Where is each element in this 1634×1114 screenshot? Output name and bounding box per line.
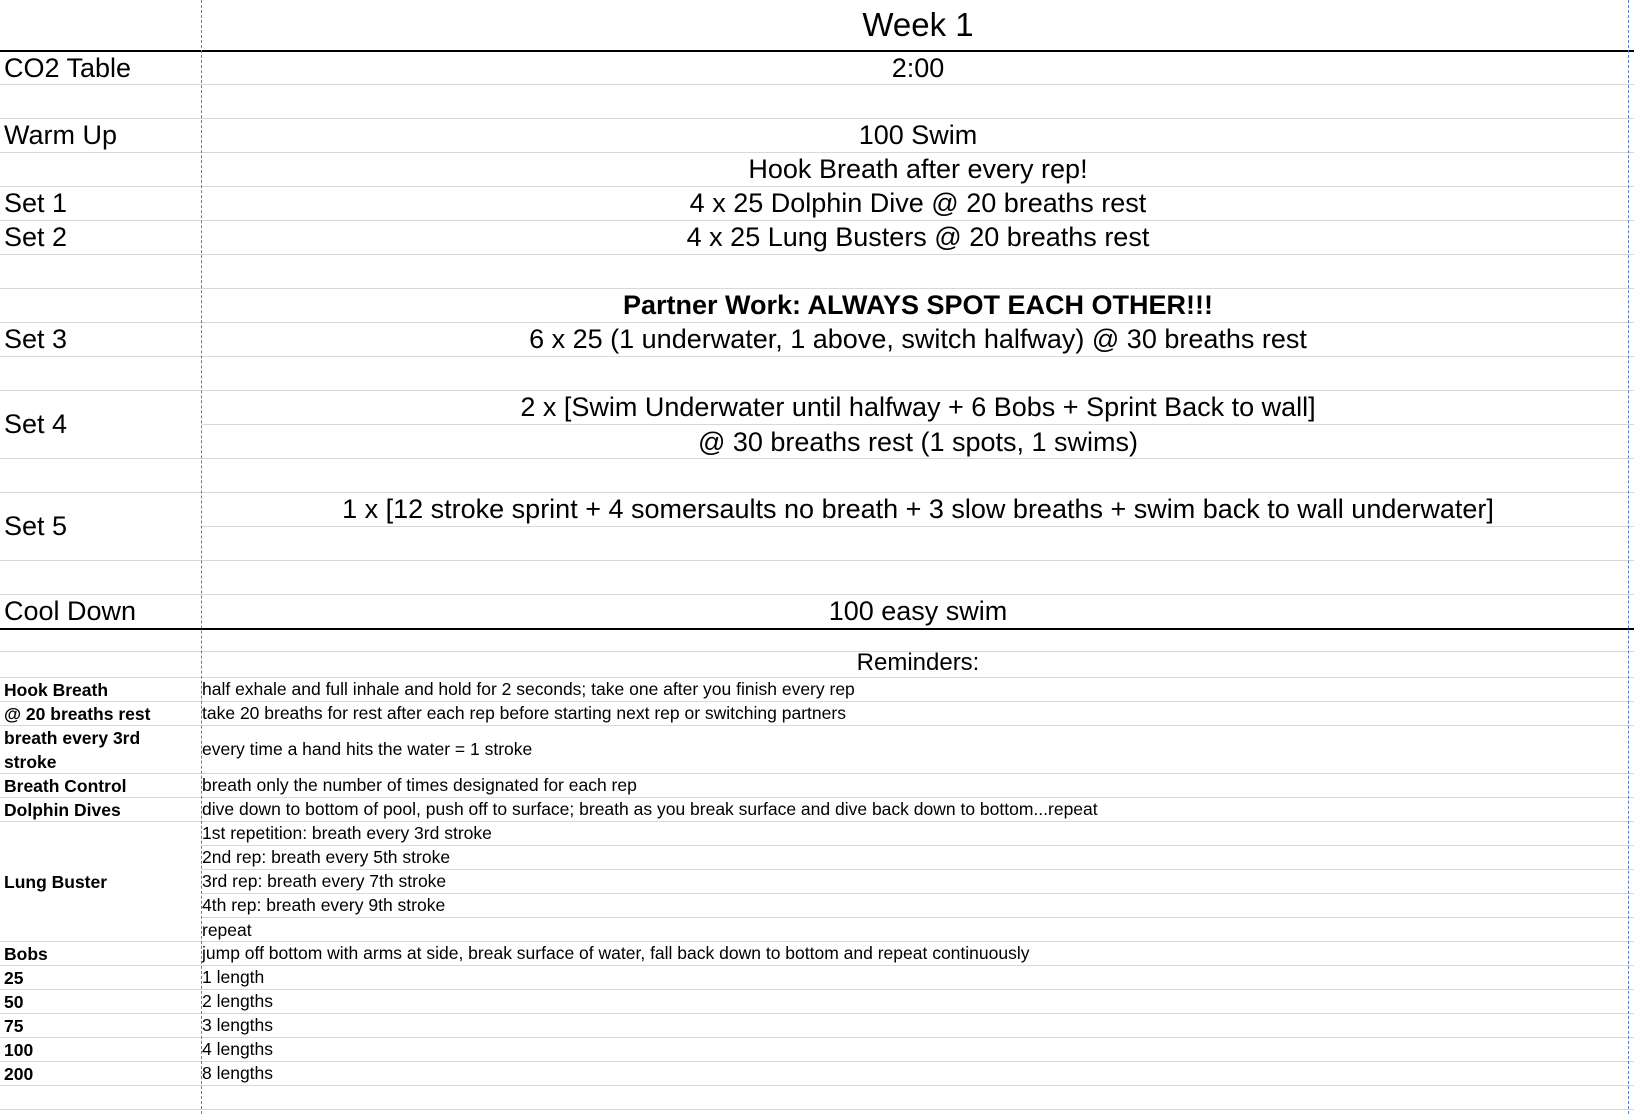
reminder-row [0, 990, 1634, 1014]
reminder-term: breath every 3rd stroke [4, 727, 141, 772]
lung-buster-line: 2nd rep: breath every 5th stroke [202, 846, 1634, 870]
value-cool-down: 100 easy swim [828, 596, 1008, 626]
value-co2-table: 2:00 [891, 52, 945, 83]
reminder-term: Hook Breath [4, 679, 109, 700]
reminder-term: @ 20 breaths rest [4, 703, 151, 724]
empty-row [0, 357, 1634, 391]
empty-row [0, 1086, 1634, 1110]
lung-buster-line: repeat [202, 919, 252, 940]
reminders-heading-row [0, 652, 1634, 678]
label-co2-table: CO2 Table [4, 52, 132, 83]
value-set-3: 6 x 25 (1 underwater, 1 above, switch halfway) @ 30 breaths rest [529, 324, 1307, 354]
reminders-heading: Reminders: [856, 652, 980, 676]
reminder-definition: half exhale and full inhale and hold for 2 seconds; take one after you finish every rep [202, 679, 855, 699]
row-set-1 [0, 187, 1634, 221]
reminder-row [0, 702, 1634, 726]
value-set-4-line-1: 2 x [Swim Underwater until halfway + 6 Bobs + Sprint Back to wall] [202, 391, 1634, 425]
title-row [0, 0, 1634, 52]
reminder-definition: jump off bottom with arms at side, break surface of water, fall back down to bottom and repeat continuously [202, 943, 1030, 963]
reminder-term: Dolphin Dives [4, 799, 121, 820]
reminder-definition: 3 lengths [202, 1015, 274, 1035]
label-set-1: Set 1 [4, 188, 68, 218]
page-title: Week 1 [862, 6, 974, 43]
value-set-5: 1 x [12 stroke sprint + 4 somersaults no breath + 3 slow breaths + swim back to wall underwater] [202, 493, 1634, 527]
row-hook-note [0, 153, 1634, 187]
value-set-1: 4 x 25 Dolphin Dive @ 20 breaths rest [689, 188, 1147, 218]
empty-row [0, 561, 1634, 595]
label-cool-down: Cool Down [4, 596, 137, 626]
row-set-5 [0, 493, 1634, 561]
hook-breath-note: Hook Breath after every rep! [748, 154, 1088, 184]
empty-row [0, 255, 1634, 289]
label-set-4: Set 4 [4, 409, 68, 439]
reminder-row [0, 966, 1634, 990]
reminder-term: Bobs [4, 943, 48, 964]
reminder-row [0, 1062, 1634, 1086]
reminder-term: 200 [4, 1063, 34, 1084]
reminder-term: Breath Control [4, 775, 127, 796]
row-co2-table [0, 52, 1634, 85]
row-set-2 [0, 221, 1634, 255]
reminder-definition: 1 length [202, 967, 265, 987]
label-set-2: Set 2 [4, 222, 68, 252]
reminder-row [0, 942, 1634, 966]
reminder-term: 50 [4, 991, 24, 1012]
reminder-definition: every time a hand hits the water = 1 stroke [202, 739, 533, 759]
lung-buster-line: 4th rep: breath every 9th stroke [202, 894, 1634, 918]
reminder-row [0, 726, 1634, 774]
empty-row [0, 459, 1634, 493]
label-set-5: Set 5 [4, 511, 68, 541]
lung-buster-line: 1st repetition: breath every 3rd stroke [202, 822, 1634, 846]
reminder-definition: take 20 breaths for rest after each rep before starting next rep or switching partners [202, 703, 846, 723]
partner-work-note: Partner Work: ALWAYS SPOT EACH OTHER!!! [622, 290, 1214, 320]
reminder-term: 25 [4, 967, 24, 988]
value-warm-up: 100 Swim [858, 120, 978, 150]
row-set-4 [0, 391, 1634, 459]
empty-row [0, 630, 1634, 652]
row-set-3 [0, 323, 1634, 357]
reminder-term: 75 [4, 1015, 24, 1036]
reminder-row [0, 678, 1634, 702]
reminder-row [0, 798, 1634, 822]
reminder-row-lung-buster [0, 822, 1634, 942]
value-set-2: 4 x 25 Lung Busters @ 20 breaths rest [686, 222, 1150, 252]
reminder-term: 100 [4, 1039, 34, 1060]
value-set-4-line-2: @ 30 breaths rest (1 spots, 1 swims) [697, 426, 1139, 457]
reminder-row [0, 774, 1634, 798]
row-warm-up [0, 119, 1634, 153]
empty-row [0, 85, 1634, 119]
label-set-3: Set 3 [4, 324, 68, 354]
label-warm-up: Warm Up [4, 120, 117, 150]
reminder-term: Lung Buster [4, 871, 108, 892]
reminder-definition: breath only the number of times designated for each rep [202, 775, 637, 795]
reminder-definition: dive down to bottom of pool, push off to surface; breath as you break surface and dive back down to bottom...repeat [202, 799, 1098, 819]
reminder-definition: 2 lengths [202, 991, 274, 1011]
row-partner-note [0, 289, 1634, 323]
reminder-row [0, 1014, 1634, 1038]
column-divider [1628, 0, 1629, 1114]
reminder-definition: 8 lengths [202, 1063, 274, 1083]
lung-buster-line: 3rd rep: breath every 7th stroke [202, 870, 1634, 894]
row-cool-down [0, 595, 1634, 630]
column-divider [201, 0, 202, 1114]
reminder-row [0, 1038, 1634, 1062]
reminder-definition: 4 lengths [202, 1039, 274, 1059]
